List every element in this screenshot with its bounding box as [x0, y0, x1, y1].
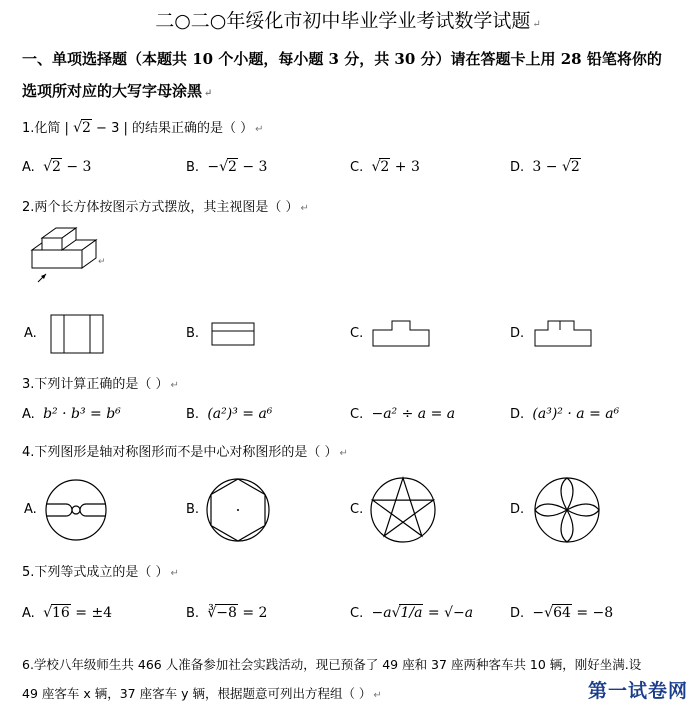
option-post: = 2	[237, 605, 268, 621]
q5-option-c[interactable]	[350, 604, 473, 621]
q2-option-d-figure	[534, 320, 592, 348]
q2-option-c-figure	[372, 320, 430, 348]
option-radicand: 16	[51, 605, 70, 621]
sqrt-symbol: √	[43, 159, 52, 175]
option-label: C.	[350, 407, 364, 422]
option-post: − 3	[237, 159, 268, 175]
page-title	[0, 6, 696, 33]
q1-text-post: − 3 | 的结果正确的是（ ）	[91, 121, 254, 136]
q3-option-b[interactable]	[186, 406, 272, 422]
option-pre: 3 −	[532, 159, 562, 175]
option-radicand: 2	[570, 159, 580, 175]
option-radicand: 64	[553, 605, 571, 621]
question-4	[22, 441, 348, 460]
q3-text: 3.下列计算正确的是（ ）	[22, 377, 169, 392]
q5-option-a[interactable]	[22, 604, 112, 621]
option-label: D.	[510, 160, 525, 175]
option-label: C.	[350, 606, 364, 621]
q4-option-c-label[interactable]: C.	[350, 502, 364, 517]
option-label: A.	[22, 606, 35, 621]
option-post: = ±4	[70, 605, 113, 621]
paragraph-mark: ↵	[170, 568, 179, 579]
question-1	[22, 117, 264, 136]
paragraph-mark: ↵	[300, 203, 309, 214]
option-pre: −a	[371, 605, 392, 621]
q1-radicand: 2	[81, 120, 91, 136]
q2-option-a-label[interactable]: A.	[24, 326, 37, 341]
q5-text: 5.下列等式成立的是（ ）	[22, 565, 169, 580]
paragraph-mark: ↵	[170, 380, 179, 391]
option-label: B.	[186, 407, 200, 422]
sqrt-symbol: √	[43, 605, 52, 621]
q4-option-d-label[interactable]: D.	[510, 502, 525, 517]
option-post: = √−a	[423, 605, 474, 621]
stacked-boxes-figure	[28, 226, 108, 286]
question-2	[22, 196, 309, 215]
q4-option-c-figure	[369, 476, 437, 544]
paragraph-mark: ↵	[339, 448, 348, 459]
q2-option-b-figure	[211, 322, 255, 346]
q4-text: 4.下列图形是轴对称图形而不是中心对称图形的是（ ）	[22, 445, 338, 460]
option-label: B.	[186, 606, 200, 621]
sqrt-symbol: √	[219, 159, 228, 175]
q5-option-b[interactable]	[186, 604, 267, 621]
option-radicand: 2	[51, 159, 61, 175]
q4-option-b-label[interactable]: B.	[186, 502, 200, 517]
sqrt-symbol: √	[371, 159, 381, 175]
watermark-logo: 第一试卷网	[587, 680, 688, 702]
sqrt-symbol: √	[544, 605, 554, 621]
option-post: − 3	[61, 159, 92, 175]
q4-option-b-figure	[205, 477, 271, 543]
option-pre: −	[207, 159, 220, 175]
option-expression: −a² ÷ a = a	[371, 406, 456, 422]
option-post: + 3	[390, 159, 420, 175]
q2-option-d-label[interactable]: D.	[510, 326, 525, 341]
option-radicand: 2	[380, 159, 390, 175]
question-5	[22, 561, 179, 580]
section-heading-line1: 一、单项选择题（本题共 10 个小题，每小题 3 分，共 30 分）请在答题卡上用 28 铅笔将你的	[22, 50, 662, 68]
svg-text:↵: ↵	[98, 257, 106, 267]
paragraph-mark: ↵	[204, 88, 213, 99]
option-expression: (a³)² · a = a⁶	[532, 406, 620, 422]
option-label: C.	[350, 160, 364, 175]
question-6-line1: 6.学校八年级师生共 466 人准备参加社会实践活动，现已预备了 49 座和 37 座两种客车共 10 辆，刚好坐满.设	[22, 657, 642, 672]
option-radicand: 2	[227, 159, 237, 175]
option-label: B.	[186, 160, 200, 175]
option-label: D.	[510, 606, 525, 621]
q3-option-c[interactable]	[350, 406, 455, 422]
q4-option-a-figure	[44, 478, 108, 542]
option-pre: ∛	[207, 605, 217, 621]
sqrt-symbol: √	[561, 159, 571, 175]
q2-option-b-label[interactable]: B.	[186, 326, 200, 341]
section-heading-text: 选项所对应的大写字母涂黑	[22, 82, 203, 100]
q1-text-pre: 1.化简 |	[22, 121, 74, 136]
q5-option-d[interactable]	[510, 604, 613, 621]
q1-option-b[interactable]	[186, 158, 267, 175]
q4-option-d-figure	[533, 476, 601, 544]
q3-option-a[interactable]	[22, 406, 121, 422]
q3-option-d[interactable]	[510, 406, 619, 422]
title-text: 二○二○年绥化市初中毕业学业考试数学试题	[155, 10, 531, 32]
q1-option-a[interactable]	[22, 158, 91, 175]
q1-option-d[interactable]	[510, 158, 581, 175]
option-expression: b² · b³ = b⁶	[43, 406, 121, 422]
option-label: A.	[22, 407, 35, 422]
paragraph-mark: ↵	[532, 19, 541, 30]
question-3	[22, 373, 179, 392]
q6-text: 49 座客车 x 辆，37 座客车 y 辆，根据题意可列出方程组（ ）	[22, 686, 372, 701]
paragraph-mark: ↵	[255, 124, 264, 135]
question-6-line2	[22, 684, 382, 702]
option-pre: −	[532, 605, 545, 621]
q1-option-c[interactable]	[350, 158, 420, 175]
q4-option-a-label[interactable]: A.	[24, 502, 37, 517]
option-label: D.	[510, 407, 525, 422]
sqrt-symbol: √	[73, 120, 82, 136]
paragraph-mark: ↵	[373, 690, 382, 701]
option-post: = −8	[571, 605, 614, 621]
q2-option-a-figure	[50, 314, 104, 354]
option-expression: (a²)³ = a⁶	[207, 406, 273, 422]
q2-text: 2.两个长方体按图示方式摆放，其主视图是（ ）	[22, 200, 299, 215]
section-heading-line2	[22, 80, 212, 101]
option-radicand: 1/a	[400, 605, 423, 621]
option-radicand: −8	[216, 605, 237, 621]
q2-option-c-label[interactable]: C.	[350, 326, 364, 341]
option-label: A.	[22, 160, 35, 175]
sqrt-symbol: √	[391, 605, 401, 621]
